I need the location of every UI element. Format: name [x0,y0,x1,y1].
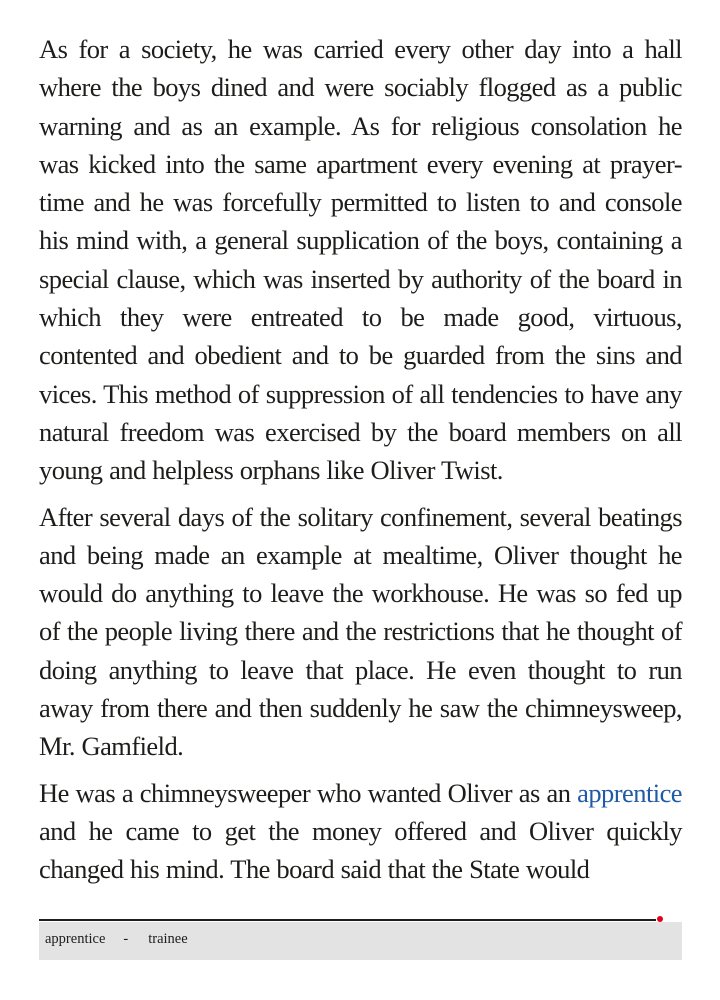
apprentice-glossary-link[interactable]: apprentice [577,777,682,808]
glossary-box [39,922,682,960]
body-text [39,30,682,897]
paragraph-3 [39,774,682,889]
glossary-entry [45,931,188,948]
glossary-term: apprentice [45,931,106,947]
paragraph-3-start: He was a chimneysweeper who wanted Oliver as an [39,777,578,808]
paragraph-2: After several days of the solitary confinement, several beatings and being made an example at mealtime, Oliver thought he would do anything to leave the workhouse. He was so fed up of the people living there and the restrictions that he thought of doing anything to leave that place. He even thought to run away from there and then suddenly he saw the chimneysweep, Mr. Gamfield. [39,501,682,762]
glossary-separator: - [123,931,129,947]
paragraph-1: As for a society, he was carried every other day into a hall where the boys dined and were sociably flogged as a public warning and as an example. As for religious consolation he was kicked into the same apartment every evening at prayer-time and he was forcefully permitted to listen to and console his mind with, a general supplication of the boys, containing a special clause, which was inserted by authority of the board in which they were entreated to be made good, virtuous, contented and obedient and to be guarded from the sins and vices. This method of suppression of all tendencies to have any natural freedom was exercised by the board members on all young and helpless orphans like Oliver Twist. [39,34,682,486]
footnote-divider [39,919,656,921]
glossary-definition: trainee [148,931,188,947]
paragraph-3-end: and he came to get the money offered and Oliver quickly changed his mind. The board said that the State would [39,815,682,885]
